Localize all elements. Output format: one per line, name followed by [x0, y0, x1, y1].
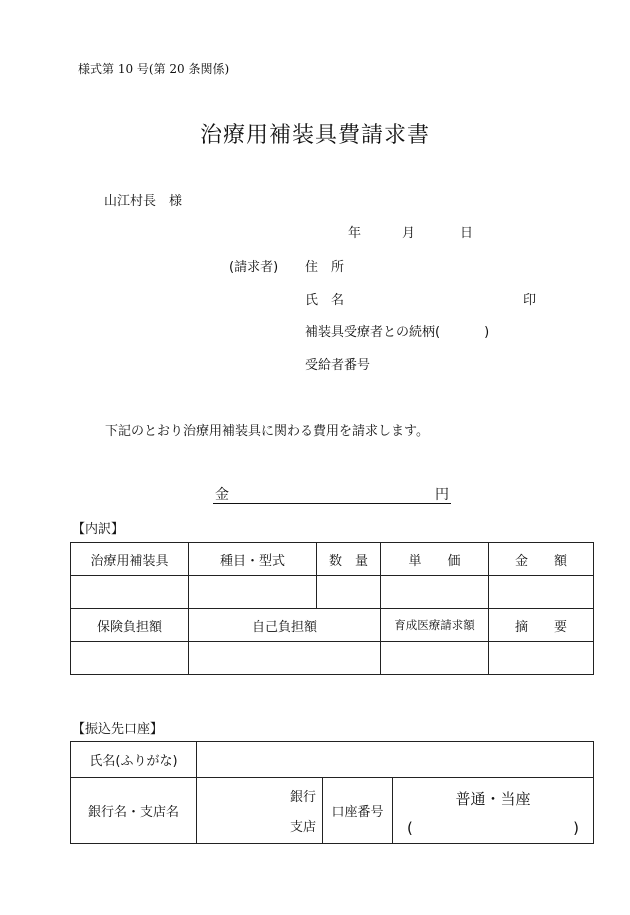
header-cell: 摘 要	[489, 609, 594, 642]
bank-section-label: 【振込先口座】	[72, 722, 164, 737]
table-row	[71, 609, 594, 642]
header-cell: 自己負担額	[189, 609, 381, 642]
breakdown-table	[70, 542, 594, 675]
bank-suffix: 銀行	[289, 790, 316, 805]
input-cell[interactable]	[71, 642, 189, 675]
header-cell: 数 量	[317, 543, 381, 576]
relationship-text: 補装具受療者との続柄(	[305, 325, 441, 340]
body-text: 下記のとおり治療用補装具に関わる費用を請求します。	[105, 424, 429, 439]
name-furigana-input[interactable]	[197, 742, 594, 778]
table-row	[71, 642, 594, 675]
amount-line	[213, 484, 451, 504]
address-label: 住 所	[305, 260, 345, 275]
date-month-label: 月	[402, 226, 416, 241]
name-furigana-label: 氏名(ふりがな)	[71, 742, 197, 778]
input-cell[interactable]	[71, 576, 189, 609]
bank-branch-input[interactable]	[197, 778, 323, 844]
input-cell[interactable]	[381, 642, 489, 675]
table-row	[71, 576, 594, 609]
recipient-number-label: 受給者番号	[305, 358, 371, 373]
bank-table	[70, 741, 594, 844]
table-row	[71, 778, 594, 844]
paren-close: )	[573, 819, 580, 837]
amount-suffix: 円	[435, 487, 449, 503]
header-cell: 単 価	[381, 543, 489, 576]
input-cell[interactable]	[189, 642, 381, 675]
header-cell: 金 額	[489, 543, 594, 576]
account-number-input[interactable]	[393, 778, 594, 844]
input-cell[interactable]	[489, 576, 594, 609]
table-row	[71, 543, 594, 576]
date-line	[348, 222, 473, 241]
page-title: 治療用補装具費請求書	[199, 123, 430, 148]
seal-label: 印	[523, 293, 537, 308]
relationship-close: )	[484, 325, 490, 340]
header-cell: 種目・型式	[189, 543, 317, 576]
date-year-label: 年	[348, 226, 362, 241]
amount-prefix: 金	[215, 487, 229, 503]
input-cell[interactable]	[317, 576, 381, 609]
breakdown-section-label: 【内訳】	[72, 522, 125, 537]
branch-suffix: 支店	[289, 820, 316, 835]
relationship-label	[305, 321, 489, 340]
input-cell[interactable]	[489, 642, 594, 675]
input-cell[interactable]	[189, 576, 317, 609]
account-number-label: 口座番号	[323, 778, 393, 844]
account-type: 普通・当座	[455, 790, 531, 808]
name-label: 氏 名	[305, 293, 345, 308]
addressee: 山江村長 様	[104, 194, 183, 209]
header-cell: 治療用補装具	[71, 543, 189, 576]
header-cell: 育成医療請求額	[381, 609, 489, 642]
table-row	[71, 742, 594, 778]
date-day-label: 日	[460, 226, 474, 241]
claimant-label: (請求者)	[229, 260, 279, 275]
form-number: 様式第 10 号(第 20 条関係)	[78, 62, 230, 76]
paren-open: (	[407, 819, 413, 837]
input-cell[interactable]	[381, 576, 489, 609]
bank-branch-label: 銀行名・支店名	[71, 778, 197, 844]
header-cell: 保険負担額	[71, 609, 189, 642]
